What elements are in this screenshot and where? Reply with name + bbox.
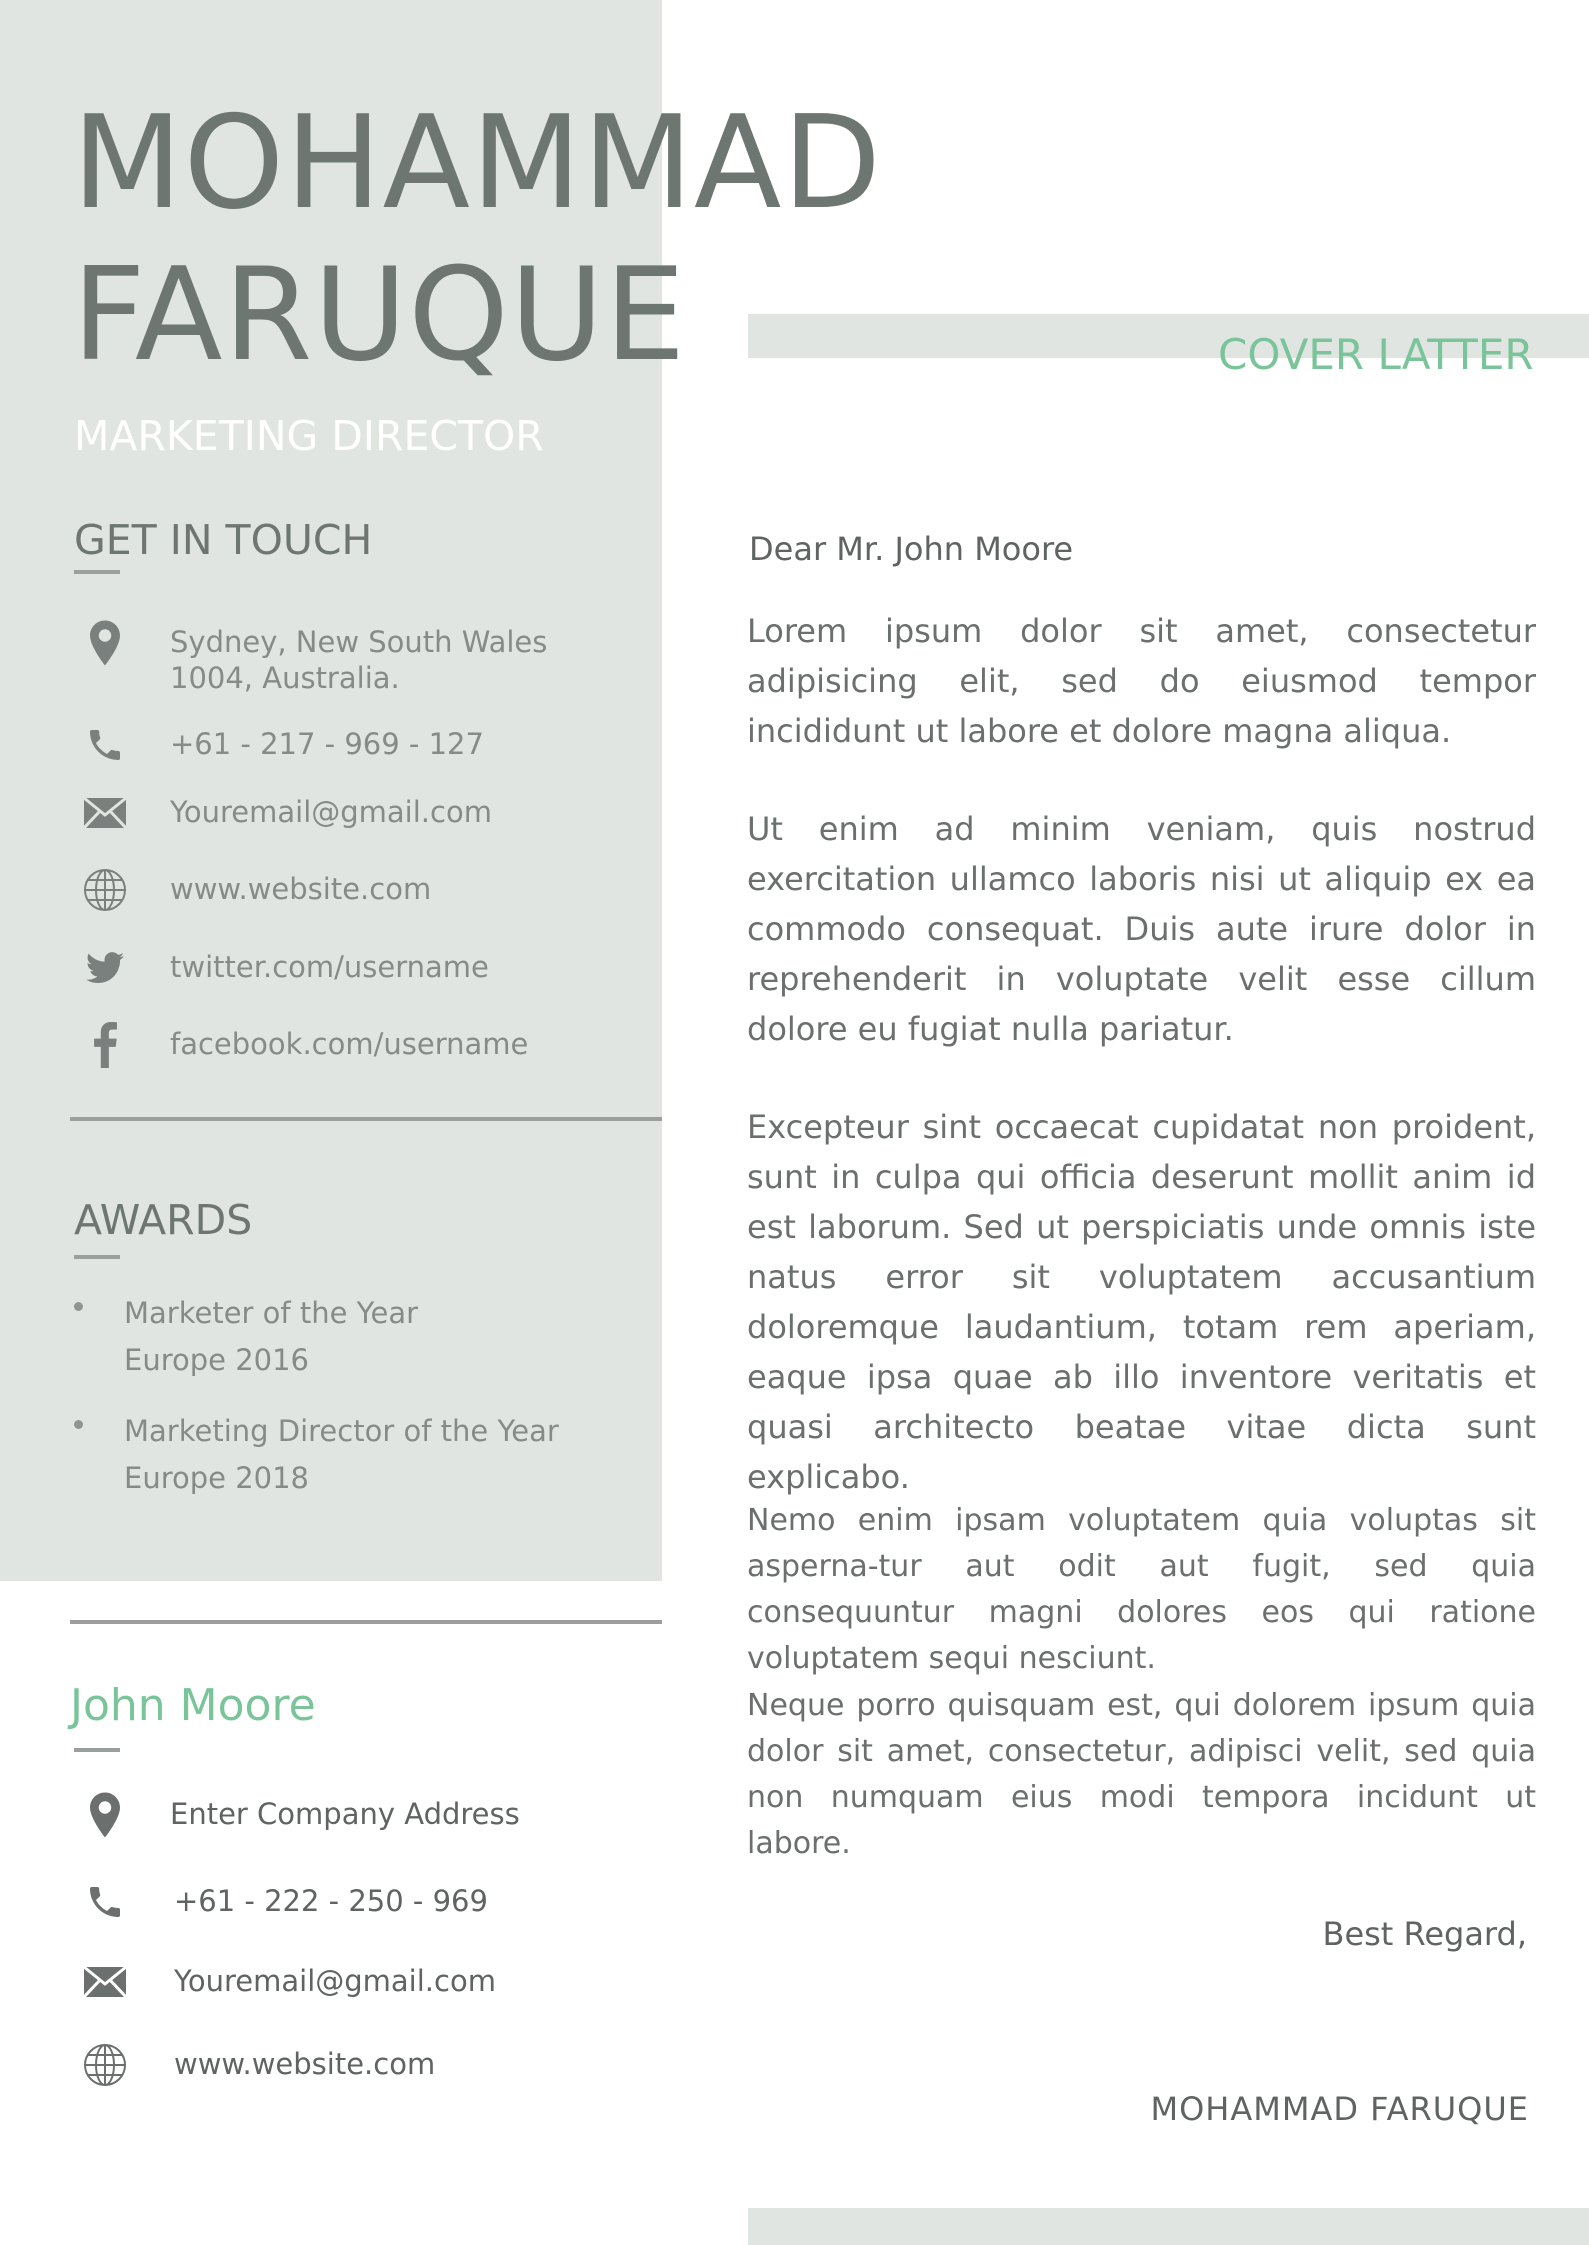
last-name: FARUQUE	[72, 241, 687, 390]
contact-twitter	[74, 943, 644, 993]
company-address: Enter Company Address	[170, 1797, 520, 1831]
award-year: Europe 2018	[124, 1461, 310, 1495]
letter-paragraph: Excepteur sint occaecat cupidatat non proident, sunt in culpa qui officia deserunt mollit anim id est laborum. Sed ut perspiciatis unde omnis iste natus error sit voluptatem accusantium doloremque laudantium, totam rem aperiam, eaque ipsa quae ab illo inventore veritatis et quasi architecto beatae vitae dicta sunt explicabo.	[747, 1108, 1536, 1496]
contact-facebook	[74, 1020, 644, 1070]
contact-section-title: GET IN TOUCH	[74, 516, 373, 564]
recipient-website	[74, 2040, 644, 2090]
bullet-dot	[74, 1302, 83, 1311]
contact-title-underline	[74, 570, 120, 574]
signature-name: MOHAMMAD FARUQUE	[1150, 2090, 1529, 2128]
award-title: Marketing Director of the Year	[124, 1414, 559, 1448]
recipient-email	[74, 1957, 644, 2007]
recipient-name: John Moore	[70, 1680, 316, 1731]
recipient-phone-number: +61 - 222 - 250 - 969	[174, 1884, 488, 1918]
envelope-icon	[74, 1957, 136, 2007]
bullet-dot	[74, 1420, 83, 1429]
website-url[interactable]: www.website.com	[170, 872, 432, 906]
awards-title-underline	[74, 1255, 120, 1259]
phone-icon	[74, 720, 136, 770]
envelope-icon	[74, 788, 136, 838]
recipient-email-address[interactable]: Youremail@gmail.com	[174, 1964, 496, 1998]
footer-band	[748, 2208, 1589, 2245]
recipient-title-underline	[74, 1748, 120, 1752]
contact-website	[74, 865, 644, 915]
email-address[interactable]: Youremail@gmail.com	[170, 795, 492, 829]
globe-icon	[74, 865, 136, 915]
first-name: MOHAMMAD	[72, 89, 882, 238]
salutation: Dear Mr. John Moore	[749, 530, 1074, 568]
phone-icon	[74, 1877, 136, 1927]
globe-icon	[74, 2040, 136, 2090]
contact-email	[74, 788, 644, 838]
recipient-phone	[74, 1877, 644, 1927]
address-line-2: 1004, Australia.	[170, 661, 400, 695]
letter-paragraph: Nemo enim ipsam voluptatem quia voluptas sit asperna-tur aut odit aut fugit, sed quia consequuntur magni dolores eos qui ratione voluptatem sequi nesciunt.	[747, 1503, 1536, 1676]
facebook-handle[interactable]: facebook.com/username	[170, 1027, 529, 1061]
letter-paragraph: Lorem ipsum dolor sit amet, consectetur adipisicing elit, sed do eiusmod tempor incididunt ut labore et dolore magna aliqua.	[747, 612, 1536, 750]
award-item	[74, 1408, 654, 1508]
twitter-icon	[74, 943, 136, 993]
award-title: Marketer of the Year	[124, 1296, 419, 1330]
cover-letter-title: COVER LATTER	[1218, 330, 1534, 379]
phone-number: +61 - 217 - 969 - 127	[170, 727, 484, 761]
award-item	[74, 1290, 654, 1390]
contact-phone	[74, 720, 644, 770]
award-year: Europe 2016	[124, 1343, 310, 1377]
recipient-address	[74, 1790, 644, 1846]
recipient-website-url[interactable]: www.website.com	[174, 2047, 436, 2081]
facebook-icon	[74, 1020, 136, 1070]
closing: Best Regard,	[1322, 1915, 1527, 1953]
contact-address	[74, 618, 644, 698]
awards-section-title: AWARDS	[74, 1196, 253, 1244]
job-title: MARKETING DIRECTOR	[74, 412, 544, 460]
location-pin-icon	[74, 1790, 136, 1840]
twitter-handle[interactable]: twitter.com/username	[170, 950, 489, 984]
letter-paragraph: Ut enim ad minim veniam, quis nostrud exercitation ullamco laboris nisi ut aliquip ex ea commodo consequat. Duis aute irure dolor in reprehenderit in voluptate velit esse cillum dolore eu fugiat nulla pariatur.	[747, 810, 1536, 1048]
letter-paragraph: Neque porro quisquam est, qui dolorem ipsum quia dolor sit amet, consectetur, adipisci velit, sed quia non numquam eius modi tempora incidunt ut labore.	[747, 1688, 1536, 1861]
recipient-divider	[70, 1620, 662, 1624]
sidebar-divider	[70, 1117, 662, 1121]
address-line-1: Sydney, New South Wales	[170, 625, 548, 659]
location-pin-icon	[74, 618, 136, 668]
